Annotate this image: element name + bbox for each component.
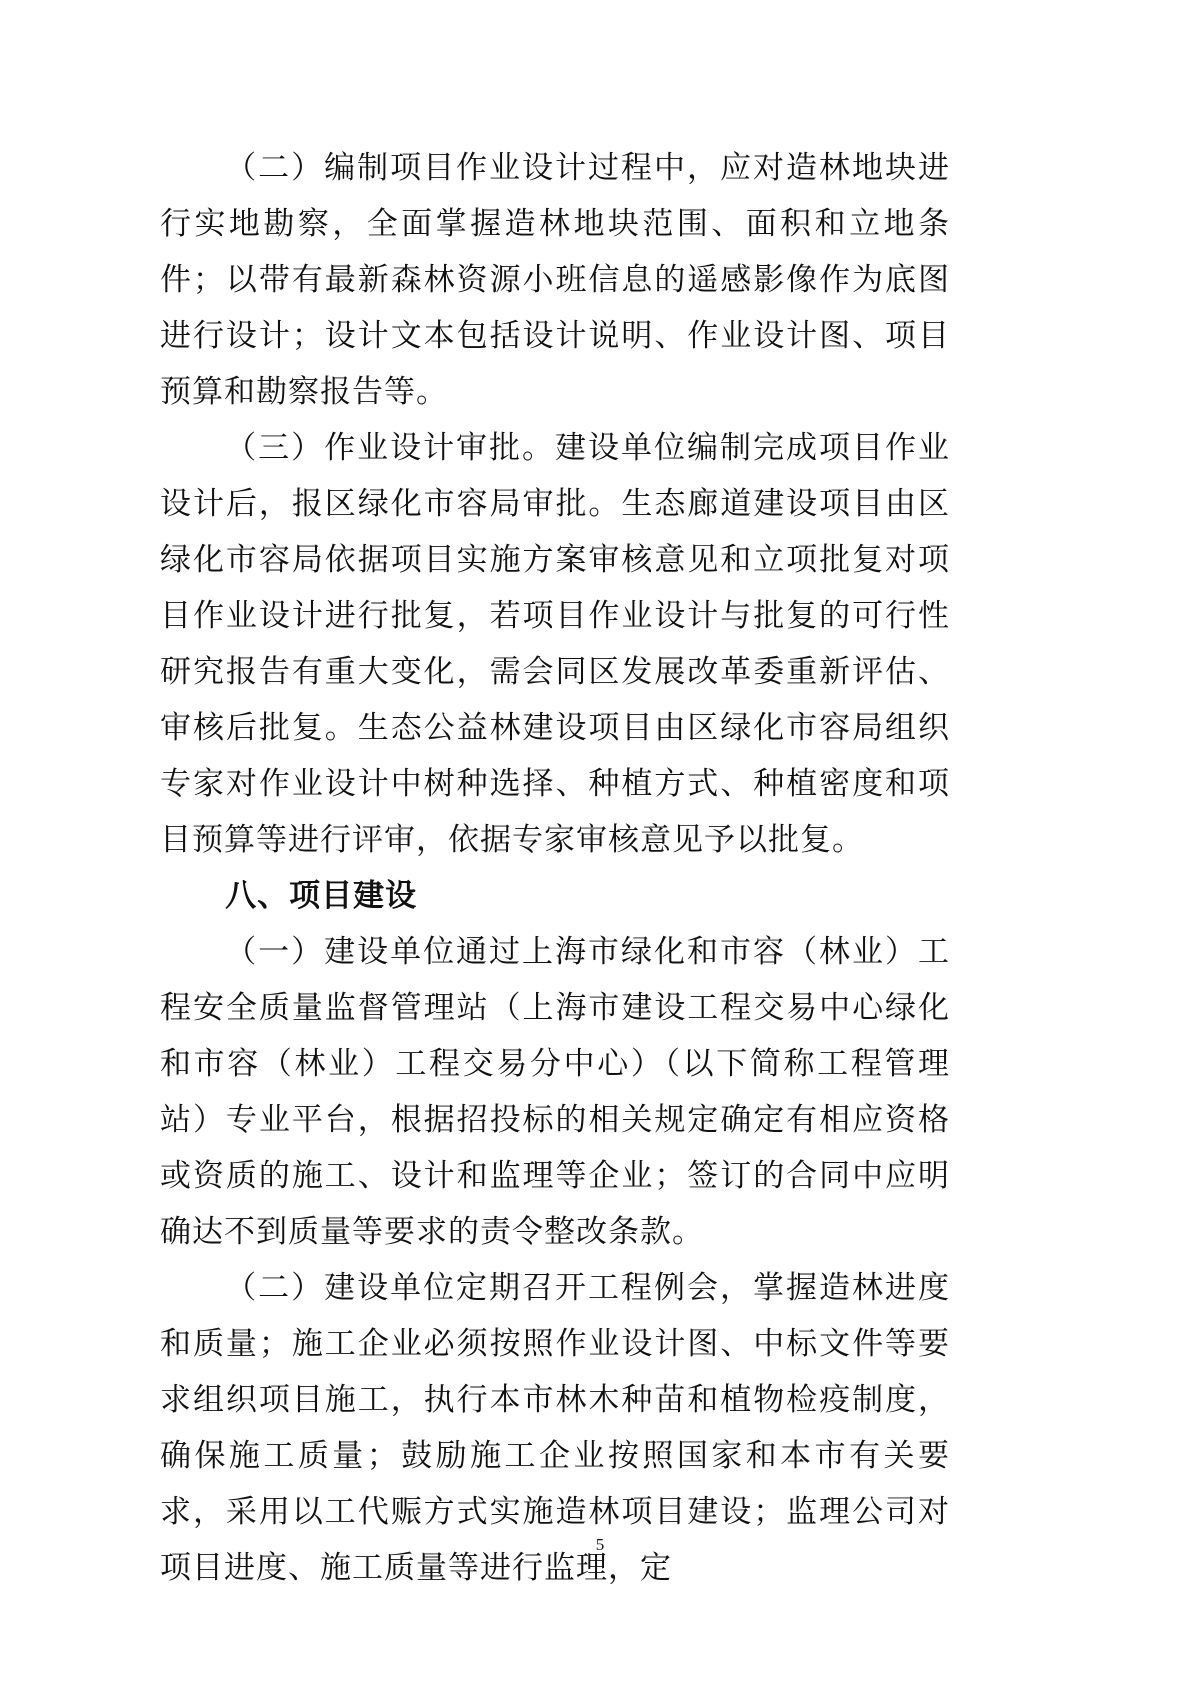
document-body xyxy=(160,140,950,1596)
paragraph-design-approval: （三）作业设计审批。建设单位编制完成项目作业设计后，报区绿化市容局审批。生态廊道建设项目由区绿化市容局依据项目实施方案审核意见和立项批复对项目作业设计进行批复，若项目作业设计与批复的可行性研究报告有重大变化，需会同区发展改革委重新评估、审核后批复。生态公益林建设项目由区绿化市容局组织专家对作业设计中树种选择、种植方式、种植密度和项目预算等进行评审，依据专家审核意见予以批复。 xyxy=(160,430,950,858)
paragraph-construction-meetings: （二）建设单位定期召开工程例会，掌握造林进度和质量；施工企业必须按照作业设计图、中标文件等要求组织项目施工，执行本市林木种苗和植物检疫制度，确保施工质量；鼓励施工企业按照国家和本市有关要求，采用以工代赈方式实施造林项目建设；监理公司对项目进度、施工质量等进行监理，定 xyxy=(160,1270,950,1586)
paragraph-design-survey: （二）编制项目作业设计过程中，应对造林地块进行实地勘察，全面掌握造林地块范围、面积和立地条件；以带有最新森林资源小班信息的遥感影像作为底图进行设计；设计文本包括设计说明、作业设计图、项目预算和勘察报告等。 xyxy=(160,150,950,410)
page-number: 5 xyxy=(595,1535,605,1554)
paragraph-bidding: （一）建设单位通过上海市绿化和市容（林业）工程安全质量监督管理站（上海市建设工程交易中心绿化和市容（林业）工程交易分中心）（以下简称工程管理站）专业平台，根据招投标的相关规定确定有相应资格或资质的施工、设计和监理等企业；签订的合同中应明确达不到质量等要求的责令整改条款。 xyxy=(160,934,950,1250)
section-heading-project-construction: 八、项目建设 xyxy=(225,878,418,914)
